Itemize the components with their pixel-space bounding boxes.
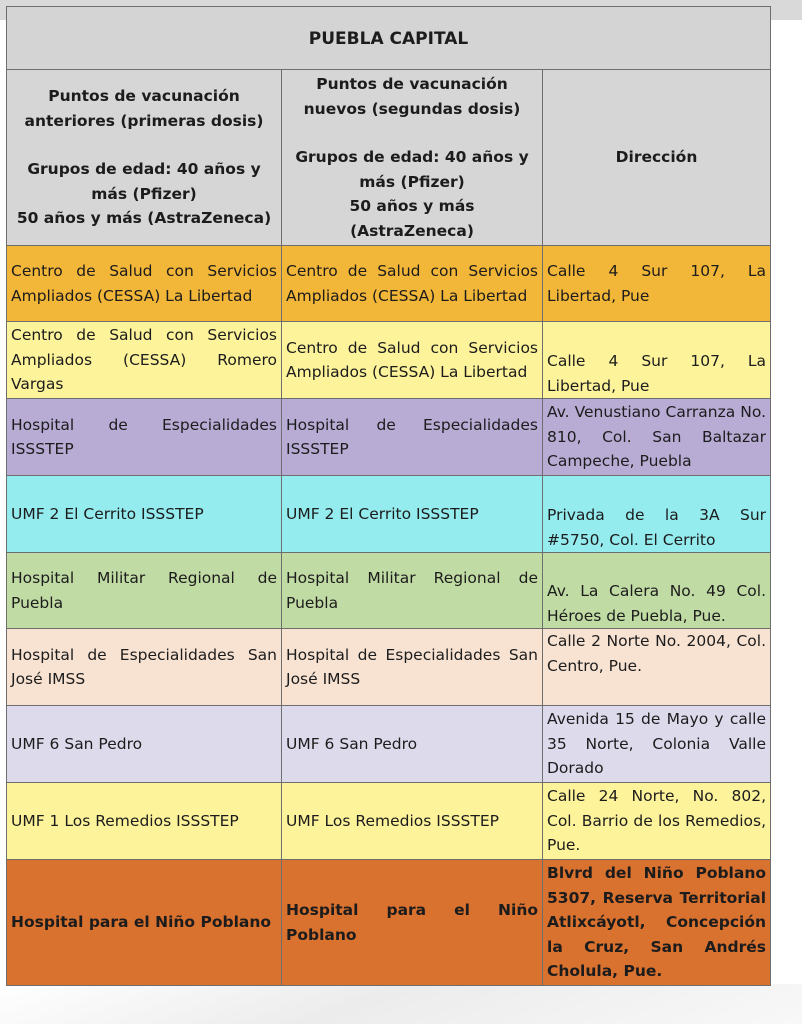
cell-first-dose-point: Hospital de Especialidades San José IMSS: [7, 629, 282, 706]
cell-first-dose-point: Hospital para el Niño Poblano: [7, 860, 282, 986]
table-title: PUEBLA CAPITAL: [7, 7, 771, 70]
cell-second-dose-point: Hospital Militar Regional de Puebla: [282, 553, 543, 629]
cell-second-dose-point: UMF 6 San Pedro: [282, 706, 543, 783]
header-line: 50 años y más (AstraZeneca): [16, 209, 272, 228]
table-row: [7, 553, 771, 629]
cell-first-dose-point: Hospital Militar Regional de Puebla: [7, 553, 282, 629]
header-line: más (Pfizer): [91, 184, 197, 203]
table-row: [7, 399, 771, 476]
cell-second-dose-point: UMF 2 El Cerrito ISSSTEP: [282, 476, 543, 553]
cell-first-dose-point: Centro de Salud con Servicios Ampliados (CESSA) Romero Vargas: [7, 322, 282, 399]
bottom-background: [0, 984, 802, 1024]
cell-address: Calle 24 Norte, No. 802, Col. Barrio de los Remedios, Pue.: [543, 783, 771, 860]
cell-second-dose-point: UMF Los Remedios ISSSTEP: [282, 783, 543, 860]
header-line: 50 años y más (AstraZeneca): [349, 197, 475, 240]
cell-second-dose-point: Centro de Salud con Servicios Ampliados (CESSA) La Libertad: [282, 322, 543, 399]
header-line: nuevos (segundas dosis): [303, 99, 521, 118]
cell-first-dose-point: Hospital de Especialidades ISSSTEP: [7, 399, 282, 476]
table-row: [7, 860, 771, 986]
header-second-doses: [282, 70, 543, 246]
header-spacer: [11, 133, 277, 157]
table-row: [7, 783, 771, 860]
header-line: Puntos de vacunación: [48, 87, 240, 106]
table-row: [7, 246, 771, 322]
cell-second-dose-point: Centro de Salud con Servicios Ampliados (CESSA) La Libertad: [282, 246, 543, 322]
cell-address: Av. Venustiano Carranza No. 810, Col. San Baltazar Campeche, Puebla: [543, 399, 771, 476]
cell-second-dose-point: Hospital de Especialidades ISSSTEP: [282, 399, 543, 476]
header-line: anteriores (primeras dosis): [24, 111, 264, 130]
header-line: más (Pfizer): [359, 172, 465, 191]
cell-address: Calle 2 Norte No. 2004, Col. Centro, Pue.: [543, 629, 771, 706]
cell-address: Avenida 15 de Mayo y calle 35 Norte, Colonia Valle Dorado: [543, 706, 771, 783]
header-spacer: [286, 121, 538, 145]
table-row: [7, 476, 771, 553]
cell-first-dose-point: UMF 1 Los Remedios ISSSTEP: [7, 783, 282, 860]
cell-first-dose-point: Centro de Salud con Servicios Ampliados (CESSA) La Libertad: [7, 246, 282, 322]
table-title-row: [7, 7, 771, 70]
table-header-row: [7, 70, 771, 246]
header-line: Puntos de vacunación: [316, 75, 508, 93]
table-row: [7, 629, 771, 706]
cell-address: Blvrd del Niño Poblano 5307, Reserva Territorial Atlixcáyotl, Concepción la Cruz, San Andrés Cholula, Pue.: [543, 860, 771, 986]
header-line: Grupos de edad: 40 años y: [295, 148, 529, 166]
cell-second-dose-point: Hospital para el Niño Poblano: [282, 860, 543, 986]
vaccination-points-table: [6, 6, 771, 986]
header-line: Grupos de edad: 40 años y: [27, 160, 261, 179]
cell-second-dose-point: Hospital de Especialidades San José IMSS: [282, 629, 543, 706]
cell-first-dose-point: UMF 2 El Cerrito ISSSTEP: [7, 476, 282, 553]
table-row: [7, 322, 771, 399]
cell-first-dose-point: UMF 6 San Pedro: [7, 706, 282, 783]
cell-address: Av. La Calera No. 49 Col. Héroes de Puebla, Pue.: [543, 553, 771, 629]
cell-address: Calle 4 Sur 107, La Libertad, Pue: [543, 246, 771, 322]
cell-address: Calle 4 Sur 107, La Libertad, Pue: [543, 322, 771, 399]
header-address: Dirección: [543, 70, 771, 246]
table-row: [7, 706, 771, 783]
cell-address: Privada de la 3A Sur #5750, Col. El Cerrito: [543, 476, 771, 553]
header-first-doses: [7, 70, 282, 246]
